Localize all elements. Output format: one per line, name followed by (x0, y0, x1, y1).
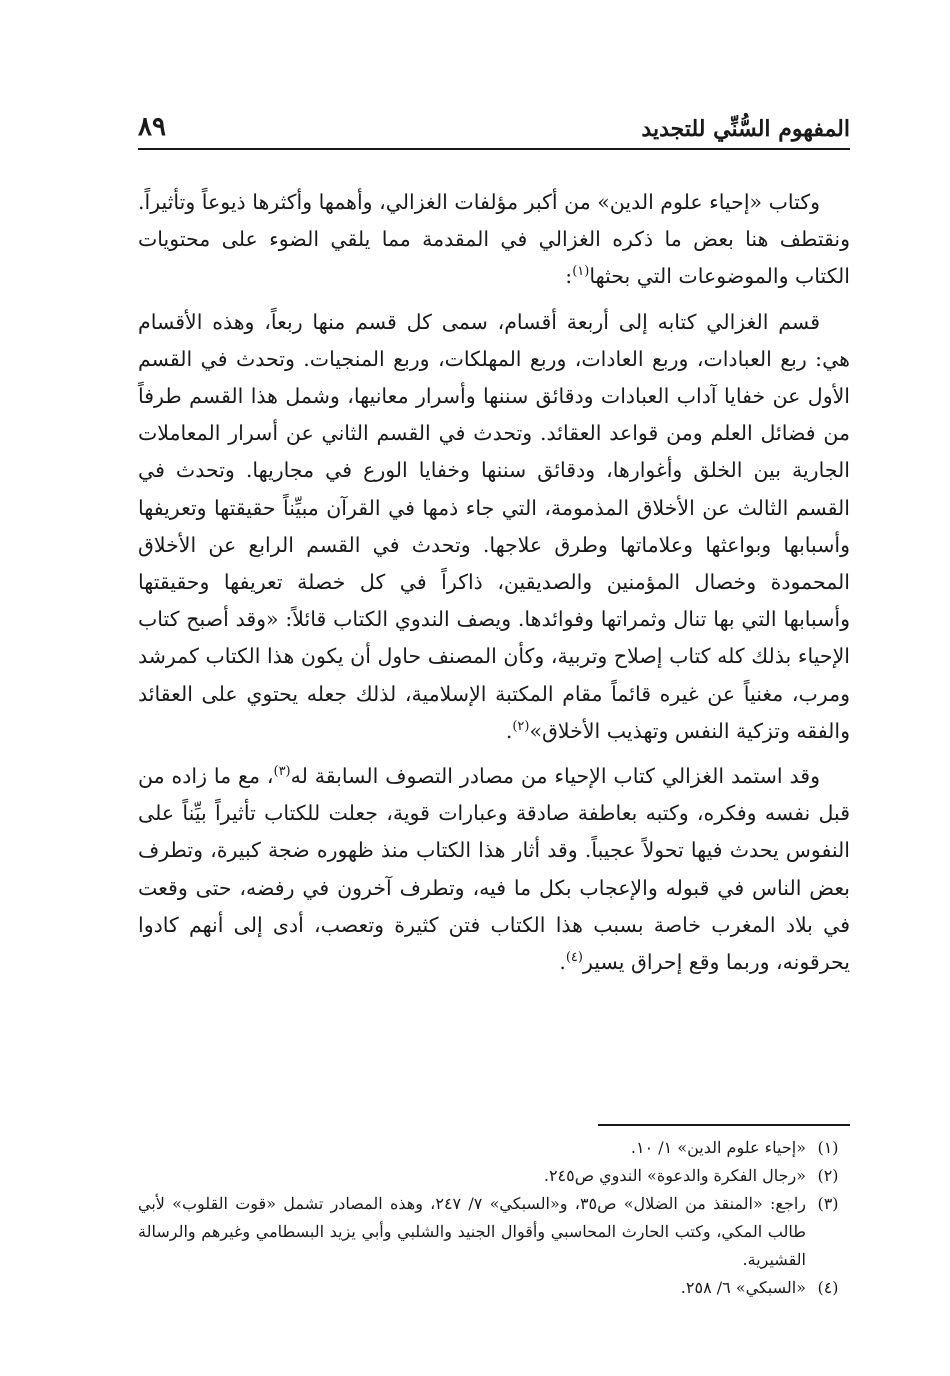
footnote-number: (٣) (817, 1194, 839, 1213)
paragraph-text-continued: ، مع ما زاده من قبل نفسه وفكره، وكتبه بعاطفة صادقة وعبارات قوية، جعلت للكتاب تأثيراً بيِّناً على النفوس يحدث فيها تحولاً عجيباً. وقد أثار هذا الكتاب منذ ظهوره ضجة كبيرة، وتطرف بعض الناس في قبوله والإعجاب بكل ما فيه، وتطرف آخرون في رفضه، حتى وقعت في بلاد المغرب خاصة بسبب هذا الكتاب فتن كثيرة وتعصب، أدى إلى أنهم كادوا يحرقونه، وربما وقع إحراق يسير (138, 764, 850, 975)
page-number: ٨٩ (138, 112, 166, 142)
paragraph-text: قسم الغزالي كتابه إلى أربعة أقسام، سمى كل قسم منها ربعاً، وهذه الأقسام هي: ربع العبادات، وربع العادات، وربع المهلكات، وربع المنجيات. وتحدث في القسم الأول عن خفايا آداب العبادات ودقائق سننها وأسرار معانيها، وشمل هذا القسم طرفاً من فضائل العلم ومن قواعد العقائد. وتحدث في القسم الثاني عن أسرار المعاملات الجارية بين الخلق وأغوارها، ودقائق سننها وخفايا الورع في مجاريها. وتحدث في القسم الثالث عن الأخلاق المذمومة، التي جاء ذمها في القرآن مبيِّناً حقيقتها وتعريفها وأسبابها وبواعثها وعلاماتها وطرق علاجها. وتحدث في القسم الرابع عن الأخلاق المحمودة وخصال المؤمنين والصديقين، ذاكراً في كل خصلة تعريفها وحقيقتها وأسبابها التي بها تنال وثمراتها وفوائدها. ويصف الندوي الكتاب قائلاً: «وقد أصبح كتاب الإحياء بذلك كله كتاب إصلاح وتربية، وكأن المصنف حاول أن يكون هذا الكتاب كمرشد ومرب، مغنياً عن غيره قائماً مقام المكتبة الإسلامية، لذلك جعله يحتوي على العقائد والفقه وتزكية النفس وتهذيب الأخلاق» (138, 309, 850, 743)
footnote-number: (٤) (817, 1278, 839, 1297)
header-title: المفهوم السُّنِّي للتجديد (641, 116, 850, 142)
footnotes (138, 1134, 850, 1302)
paragraph-tail: . (505, 718, 513, 743)
footnote-divider (598, 1124, 850, 1126)
footnote-item (138, 1274, 850, 1302)
paragraph-text: وكتاب «إحياء علوم الدين» من أكبر مؤلفات الغزالي، وأهمها وأكثرها ذيوعاً وتأثيراً. ونقتطف هنا بعض ما ذكره الغزالي في المقدمة مما يلقي الضوء على محتويات الكتاب والموضوعات التي بحثها (138, 190, 850, 289)
footnote-number: (٢) (817, 1166, 839, 1185)
footnote-text: «رجال الفكرة والدعوة» الندوي ص٢٤٥. (543, 1166, 806, 1185)
footnote-reference[interactable]: (١) (572, 264, 590, 280)
footnote-item (138, 1190, 850, 1274)
footnote-text: «السبكي» ٦/ ٢٥٨. (680, 1278, 806, 1297)
paragraph-1 (138, 184, 850, 296)
paragraph-text: وقد استمد الغزالي كتاب الإحياء من مصادر التصوف السابقة له (290, 764, 820, 789)
footnote-reference[interactable]: (٤) (565, 950, 583, 966)
footnote-item (138, 1162, 850, 1190)
paragraph-3 (138, 758, 850, 981)
footnote-reference[interactable]: (٢) (512, 719, 530, 735)
paragraph-tail: . (559, 950, 566, 975)
paragraph-tail: : (565, 264, 573, 289)
footnote-text: «إحياء علوم الدين» ١/ ١٠. (630, 1138, 806, 1157)
running-header (138, 104, 850, 150)
footnote-item (138, 1134, 850, 1162)
footnote-reference[interactable]: (٣) (273, 764, 291, 780)
footnote-text: راجع: «المنقذ من الضلال» ص٣٥، و«السبكي» ٧/ ٢٤٧، وهذه المصادر تشمل «قوت القلوب» لأبي طالب المكي، وكتب الحارث المحاسبي وأقوال الجنيد والشلبي وأبي يزيد البسطامي وغيرهم والرسالة القشيرية. (138, 1194, 807, 1269)
paragraph-2 (138, 304, 850, 750)
body-text (138, 184, 850, 989)
footnote-number: (١) (817, 1138, 839, 1157)
